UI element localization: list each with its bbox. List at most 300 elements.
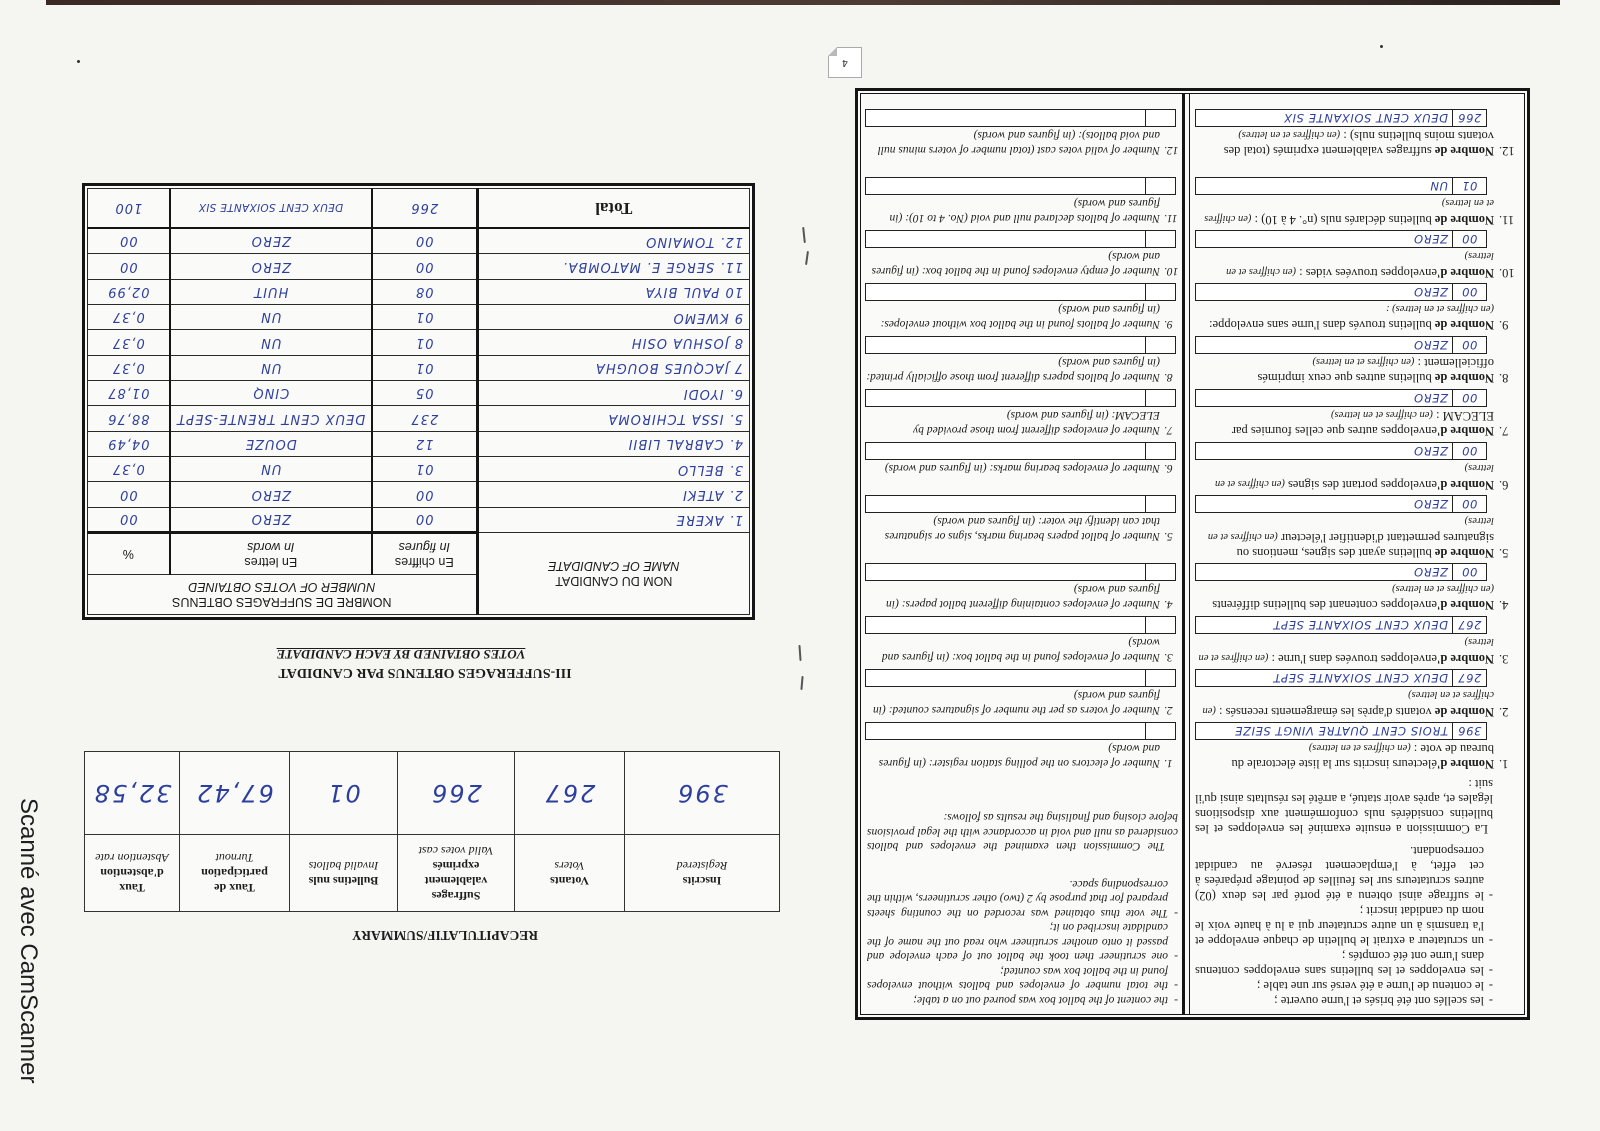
votes-percent: 0,37 — [111, 461, 145, 477]
preamble-en — [861, 771, 1182, 1014]
answer-box — [865, 722, 1176, 740]
candidate-row-1 — [88, 507, 750, 532]
preamble-bullets-en — [867, 877, 1178, 1008]
header-percent — [88, 533, 170, 575]
item-hint: (in figures and words) — [1058, 356, 1160, 368]
preamble-bullets-fr — [1195, 843, 1493, 1008]
candidate-name: 2. ATEKI — [682, 487, 743, 503]
item-text: Number of envelopes different from those provided by ELECAM: — [913, 409, 1160, 436]
item-hint: (in figures and words) — [878, 742, 1160, 769]
summary-value-voters — [515, 752, 625, 835]
votes-figures-cell — [372, 406, 477, 431]
answer-figures: 01 — [1452, 178, 1486, 194]
item-label — [1190, 195, 1524, 227]
header-en: Invalid ballots — [308, 859, 379, 873]
candidate-name: 8 JOSHUA OSIH — [630, 335, 743, 351]
item-label — [1190, 460, 1524, 492]
answer-box — [1195, 336, 1487, 354]
header-fr: Votants — [550, 874, 589, 888]
total-words-cell — [170, 189, 372, 229]
votes-words: UN — [260, 359, 282, 375]
header-fr: En chiffres — [394, 555, 454, 569]
total-figures: 266 — [410, 200, 439, 216]
counting-report-form — [855, 88, 1530, 1020]
summary-header-turnout — [180, 835, 290, 912]
candidate-results-table — [82, 183, 755, 620]
handwritten-value: 67,42 — [195, 779, 274, 807]
item-text: Number of voters as per the number of signatures counted: — [888, 704, 1160, 716]
item-number: 11. — [1499, 213, 1515, 227]
form-item-fr-6 — [1190, 438, 1524, 491]
form-item-en-2 — [861, 665, 1182, 718]
answer-figures: 396 — [1452, 723, 1486, 739]
item-hint: (en chiffres et en lettres) — [1202, 689, 1494, 716]
candidate-row-6 — [88, 381, 750, 406]
answer-box — [1195, 495, 1487, 513]
answer-words — [866, 723, 1145, 739]
item-number: 6. — [1164, 462, 1173, 474]
votes-figures-cell — [372, 482, 477, 507]
answer-figures: 00 — [1452, 390, 1486, 406]
answer-box — [865, 616, 1176, 634]
item-hint: (in figures and words) — [1006, 409, 1109, 421]
answer-figures: 00 — [1452, 337, 1486, 353]
answer-figures: 00 — [1452, 231, 1486, 247]
votes-words-cell — [170, 457, 372, 482]
votes-words: ZERO — [250, 233, 291, 249]
form-item-en-4 — [861, 559, 1182, 612]
header-fr: % — [122, 547, 134, 562]
candidate-name: 4. CABRAL LIBII — [627, 436, 743, 452]
answer-figures: 266 — [1452, 110, 1486, 126]
header-fr: Taux d'abstention — [100, 866, 164, 896]
item-label — [1190, 513, 1524, 560]
item-number: 10. — [1164, 265, 1179, 277]
item-number: 8. — [1499, 371, 1509, 385]
results-title-en-text: VOTES OBTAINED BY EACH CANDIDATE — [276, 647, 526, 662]
item-label — [861, 127, 1182, 157]
item-hint: (in figures and words) — [871, 250, 1160, 277]
answer-box — [865, 336, 1176, 354]
results-title-fr: III-SUFFERAGES OBTENUS PAR CANDIDAT — [278, 665, 572, 680]
preamble-paragraph-fr: La Commission a ensuite examiné les enveloppes et les bulletins considérés nuls conformément aux dispositions légales et, après avoir statué, a arrêté les résultats ainsi qu'il suit : — [1195, 777, 1493, 836]
form-item-fr-4 — [1190, 559, 1524, 612]
item-label — [861, 354, 1182, 384]
item-text: Number of ballot papers bearing marks, signs or signatures that can identify the voter: — [884, 515, 1160, 542]
item-label — [861, 634, 1182, 664]
votes-percent-cell — [88, 355, 170, 380]
answer-words — [866, 670, 1145, 686]
preamble-bullet-en-4: - The vote thus obtained was recorded on the counting sheets prepared for that purpose by 2 (two) other scrutineers, within the corresponding space. — [867, 877, 1178, 921]
answer-box — [1195, 722, 1487, 740]
form-item-fr-12 — [1190, 105, 1524, 173]
item-text: Number of envelopes containing different ballot papers: — [901, 598, 1160, 610]
summary-value-row — [85, 752, 780, 835]
item-label — [1190, 634, 1524, 666]
header-fr: Suffrages valablement exprimés — [424, 859, 488, 903]
form-item-fr-5 — [1190, 491, 1524, 559]
item-text: enveloppes autres que celles fournies par ELECAM : — [1231, 409, 1494, 438]
page-number: 4 — [828, 47, 862, 78]
item-text: enveloppes portant des signes — [1288, 478, 1437, 492]
candidate-name-cell — [477, 305, 749, 330]
votes-figures: 08 — [415, 283, 434, 299]
item-hint: (en chiffres et en lettres) — [1204, 197, 1494, 224]
preamble-bullet-fr-5: - le suffrage ainsi obtenu a été porté par les deux (02) autres scrutateurs sur les feuilles de pointage préparées à cet effet, à l'emplacement réservé au candidat correspondant. — [1195, 843, 1493, 903]
candidate-name: 3. BELLO — [677, 461, 743, 477]
item-hint: (en chiffres et en lettres) — [1312, 356, 1415, 367]
votes-words-cell — [170, 279, 372, 304]
header-votes-obtained — [88, 575, 478, 615]
header-en: Registered — [676, 859, 728, 873]
votes-percent-cell — [88, 229, 170, 254]
candidate-row-8 — [88, 330, 750, 355]
candidate-name-cell — [477, 457, 749, 482]
summary-value-abstention — [85, 752, 180, 835]
answer-box — [865, 442, 1176, 460]
votes-words: DOUZE — [244, 435, 297, 451]
answer-words: DEUX CENT SOIXANTE SIX — [1283, 111, 1448, 125]
form-item-fr-11 — [1190, 173, 1524, 226]
answer-words: ZERO — [1413, 338, 1448, 352]
item-hint: (en chiffres et en lettres) — [1214, 462, 1494, 489]
form-item-en-10 — [861, 226, 1182, 279]
answer-figures — [1145, 390, 1175, 406]
item-number: 9. — [1499, 318, 1509, 332]
item-text: Number of empty envelopes found in the ballot box: — [921, 265, 1160, 277]
item-hint: (in figures and words) — [933, 515, 1036, 527]
votes-figures: 00 — [415, 233, 434, 249]
item-hint: (en chiffres et en lettres) — [1331, 409, 1433, 420]
header-en: Turnout — [215, 851, 254, 866]
handwritten-value: 396 — [676, 779, 728, 807]
header-fr: Taux de participation — [201, 866, 268, 896]
item-label — [1190, 354, 1524, 385]
answer-box — [865, 109, 1176, 127]
answer-figures — [1145, 670, 1175, 686]
answer-box — [865, 230, 1176, 248]
answer-box — [865, 283, 1176, 301]
answer-box — [1195, 563, 1487, 581]
total-label-cell — [477, 189, 749, 229]
item-number: 11. — [1164, 212, 1178, 224]
votes-percent-cell — [88, 507, 170, 532]
item-text: Number of electors on the polling station register: — [928, 757, 1160, 769]
answer-figures: 267 — [1452, 670, 1486, 686]
answer-figures: 00 — [1452, 284, 1486, 300]
votes-figures-cell — [372, 254, 477, 279]
item-number: 5. — [1499, 546, 1509, 560]
answer-figures — [1145, 231, 1175, 247]
votes-percent: 01,87 — [107, 385, 150, 401]
camscanner-watermark: Scanné avec CamScanner — [15, 798, 42, 1084]
item-label — [861, 687, 1182, 717]
answer-figures — [1145, 564, 1175, 580]
preamble-paragraph-en: The Commission then examined the envelopes and ballots considered as null and void in accordance with the legal provisions before closing and finalising the results as follows: — [867, 811, 1178, 853]
votes-words-cell — [170, 355, 372, 380]
item-label — [861, 301, 1182, 331]
item-lead: Nombre de — [1434, 144, 1494, 158]
summary-header-registered — [625, 835, 780, 912]
candidate-name-cell — [477, 431, 749, 456]
preamble-bullet-fr-4: - un scrutateur a extrait le bulletin de chaque enveloppe et l'a transmis à un autre scrutateur qui a lu à haute voix le nom du candidat inscrit ; — [1195, 903, 1493, 948]
votes-words-cell — [170, 482, 372, 507]
header-en: Valid votes cast — [418, 844, 494, 858]
form-item-fr-8 — [1190, 332, 1524, 385]
answer-words: DEUX CENT SOIXANTE SEPT — [1272, 618, 1448, 632]
total-figures-cell — [372, 189, 477, 229]
item-number: 7. — [1164, 424, 1173, 436]
form-item-fr-1 — [1190, 718, 1524, 771]
votes-words-cell — [170, 305, 372, 330]
votes-percent-cell — [88, 431, 170, 456]
header-en: Voters — [554, 859, 585, 873]
candidate-row-9 — [88, 305, 750, 330]
pen-mark — [802, 227, 806, 243]
answer-words — [866, 496, 1145, 512]
answer-words: ZERO — [1413, 444, 1448, 458]
header-in-figures — [372, 533, 477, 575]
votes-words: HUIT — [253, 283, 289, 299]
answer-figures — [1145, 496, 1175, 512]
item-lead: Nombre d' — [1436, 478, 1494, 492]
item-hint: (en chiffres et en lettres) — [1238, 129, 1341, 140]
votes-percent: 88,76 — [107, 410, 150, 426]
item-text: Number of envelopes bearing marks: — [989, 462, 1160, 474]
item-text: suffrages valablement exprimés (total des votants moins bulletins nuls) : — [1223, 129, 1494, 158]
form-item-en-6 — [861, 438, 1182, 491]
votes-figures-cell — [372, 457, 477, 482]
item-hint: (in figures and words) — [973, 129, 1076, 141]
votes-words: ZERO — [250, 511, 291, 527]
form-item-en-7 — [861, 385, 1182, 438]
item-number: 4. — [1499, 598, 1509, 612]
candidate-row-11 — [88, 254, 750, 279]
votes-percent: 0,37 — [111, 359, 145, 375]
item-text: enveloppes trouvées dans l'urne : — [1271, 652, 1437, 666]
answer-box — [1195, 109, 1487, 127]
item-label — [861, 513, 1182, 543]
answer-box — [1195, 283, 1487, 301]
summary-header-row — [85, 835, 780, 912]
form-item-fr-9 — [1190, 279, 1524, 332]
answer-words: ZERO — [1413, 565, 1448, 579]
answer-box — [1195, 669, 1487, 687]
summary-value-registered — [625, 752, 780, 835]
candidate-name: 7 JACQUES BOUGHA — [595, 360, 743, 376]
header-fr: Bulletins nuls — [308, 874, 379, 888]
candidate-row-3 — [88, 457, 750, 482]
votes-words: UN — [260, 461, 282, 477]
votes-percent-cell — [88, 279, 170, 304]
item-label — [1190, 687, 1524, 719]
answer-words: DEUX CENT SOIXANTE SEPT — [1272, 671, 1448, 685]
votes-figures-cell — [372, 507, 477, 532]
candidate-name-cell — [477, 330, 749, 355]
answer-figures — [1145, 110, 1175, 126]
preamble-bullet-en-2: - the total number of envelopes and ballots without envelopes found in the ballot box was counted; — [867, 964, 1178, 993]
item-number: 10. — [1499, 266, 1515, 280]
answer-box — [1195, 389, 1487, 407]
scan-speck — [77, 60, 80, 63]
votes-figures: 00 — [415, 258, 434, 274]
answer-words — [866, 178, 1145, 194]
candidate-name-cell — [477, 482, 749, 507]
votes-figures: 01 — [415, 334, 434, 350]
item-text: Number of envelopes found in the ballot box: — [952, 651, 1160, 663]
votes-figures-cell — [372, 305, 477, 330]
item-text: enveloppes trouvées vides : — [1299, 266, 1437, 280]
item-text: électeurs inscrits sur la liste électorale du bureau de vote : — [1231, 742, 1494, 771]
item-lead: Nombre de — [1434, 546, 1494, 560]
item-label — [861, 581, 1182, 611]
form-item-fr-3 — [1190, 612, 1524, 665]
candidate-name-cell — [477, 381, 749, 406]
form-item-en-8 — [861, 332, 1182, 385]
item-text: Number of ballots papers different from those officially printed: — [866, 371, 1160, 383]
answer-words — [866, 564, 1145, 580]
item-number: 5. — [1164, 530, 1173, 542]
item-label — [1190, 248, 1524, 280]
candidate-name: 11. SERGE E. MATOMBA. — [562, 259, 743, 275]
scan-speck — [1380, 45, 1383, 48]
candidate-name-cell — [477, 279, 749, 304]
answer-words: TROIS CENT QUATRE VINGT SEIZE — [1234, 724, 1448, 738]
header-en: NUMBER OF VOTES OBTAINED — [188, 580, 376, 595]
votes-figures: 00 — [415, 511, 434, 527]
preamble-bullet-en-3: - one scrutineer then took the ballot out of each envelope and passed it onto another scrutineer who read out the name of the candidate inscribed on it; — [867, 920, 1178, 964]
votes-percent-cell — [88, 381, 170, 406]
answer-box — [1195, 442, 1487, 460]
item-label — [861, 460, 1182, 475]
total-label: Total — [595, 199, 633, 219]
votes-figures-cell — [372, 279, 477, 304]
item-number: 7. — [1499, 424, 1509, 438]
votes-percent: 00 — [119, 233, 138, 249]
answer-box — [865, 177, 1176, 195]
header-en: In figures — [398, 540, 450, 554]
item-lead: Nombre d' — [1436, 266, 1494, 280]
answer-words — [866, 337, 1145, 353]
item-lead: Nombre d' — [1436, 598, 1494, 612]
item-text: votants d'après les émargements recensés : — [1219, 705, 1435, 719]
header-fr: NOM DU CANDIDAT — [555, 574, 673, 589]
summary-value-turnout — [180, 752, 290, 835]
candidate-name: 6. IYODI — [682, 385, 743, 401]
item-number: 12. — [1499, 144, 1515, 158]
header-en: Abstention rate — [95, 851, 169, 866]
item-hint: (en chiffres et en lettres) — [1308, 742, 1411, 753]
item-lead: Nombre d' — [1436, 424, 1494, 438]
item-text: bulletins déclarés nuls (n°. 4 à 10) : — [1254, 213, 1435, 227]
candidate-name-cell — [477, 229, 749, 254]
answer-figures: 00 — [1452, 564, 1486, 580]
votes-figures-cell — [372, 355, 477, 380]
votes-figures: 05 — [415, 385, 434, 401]
item-lead: Nombre de — [1434, 705, 1494, 719]
item-label — [1190, 740, 1524, 771]
summary-header-invalid-ballots — [290, 835, 398, 912]
answer-words — [866, 284, 1145, 300]
answer-words — [866, 443, 1145, 459]
form-item-en-11 — [861, 173, 1182, 226]
summary-header-valid-votes — [398, 835, 515, 912]
item-lead: Nombre de — [1434, 213, 1494, 227]
item-label — [1190, 581, 1524, 612]
pen-mark — [798, 645, 801, 661]
item-number: 3. — [1499, 652, 1509, 666]
item-lead: Nombre de — [1434, 371, 1494, 385]
pen-mark — [805, 251, 809, 265]
header-fr: NOMBRE DE SUFFRAGES OBTENUS — [172, 595, 392, 610]
votes-figures-cell — [372, 229, 477, 254]
answer-words — [866, 231, 1145, 247]
results-title-en — [226, 646, 576, 662]
answer-box — [865, 495, 1176, 513]
answer-box — [865, 563, 1176, 581]
item-number: 12. — [1164, 144, 1179, 156]
candidate-name: 5. ISSA TCHIROMA — [607, 411, 743, 427]
form-item-en-12 — [861, 105, 1182, 173]
total-row — [88, 189, 750, 229]
answer-figures: 267 — [1452, 617, 1486, 633]
votes-figures-cell — [372, 381, 477, 406]
item-hint: (en chiffres et en lettres) — [1392, 583, 1494, 594]
form-item-fr-2 — [1190, 665, 1524, 718]
summary-table — [84, 751, 780, 912]
votes-words-cell — [170, 381, 372, 406]
votes-words-cell — [170, 406, 372, 431]
item-number: 2. — [1164, 704, 1173, 716]
header-in-words — [170, 533, 372, 575]
candidate-row-2 — [88, 482, 750, 507]
item-lead: Nombre d' — [1436, 757, 1494, 771]
votes-percent: 0,37 — [111, 334, 145, 350]
candidate-row-4 — [88, 431, 750, 456]
votes-words-cell — [170, 229, 372, 254]
item-text: bulletins autres que ceux imprimés officiellement : — [1257, 356, 1494, 385]
summary-title: RECAPITULATIF/SUMMARY — [351, 928, 539, 943]
form-item-en-3 — [861, 612, 1182, 665]
preamble-bullet-en-1: - the content of the ballot box was poured out on a table; — [867, 993, 1178, 1008]
answer-words: ZERO — [1413, 285, 1448, 299]
votes-words: CINQ — [252, 385, 290, 401]
answer-figures — [1145, 443, 1175, 459]
item-hint: (en chiffres et en lettres) — [1207, 515, 1494, 542]
candidate-name-cell — [477, 406, 749, 431]
item-label — [861, 248, 1182, 278]
item-text: bulletins trouvés dans l'urne sans enveloppe: — [1209, 318, 1435, 332]
candidate-name: 9 KWEMO — [672, 309, 743, 325]
answer-words: UN — [1429, 179, 1448, 193]
item-number: 8. — [1164, 371, 1173, 383]
item-hint: (en chiffres et en lettres) : — [1386, 303, 1494, 314]
item-text: Number of valid votes cast (total number of voters minus null and void ballots): — [877, 129, 1160, 156]
answer-figures — [1145, 178, 1175, 194]
item-text: Number of ballots declared null and void (No. 4 to 10): — [905, 212, 1160, 224]
votes-figures: 01 — [415, 309, 434, 325]
votes-words: DEUX CENT TRENTE-SEPT — [176, 410, 366, 426]
candidate-name: 1. AKERE — [675, 512, 743, 528]
votes-figures: 01 — [415, 461, 434, 477]
votes-percent-cell — [88, 406, 170, 431]
candidate-name: 10 PAUL BIYA — [644, 284, 743, 300]
votes-figures-cell — [372, 431, 477, 456]
handwritten-value: 01 — [326, 779, 361, 807]
item-label — [861, 195, 1182, 225]
item-text: bulletins ayant des signes, mentions ou signatures permettant d'identifier l'électeur — [1236, 531, 1494, 560]
votes-percent-cell — [88, 254, 170, 279]
